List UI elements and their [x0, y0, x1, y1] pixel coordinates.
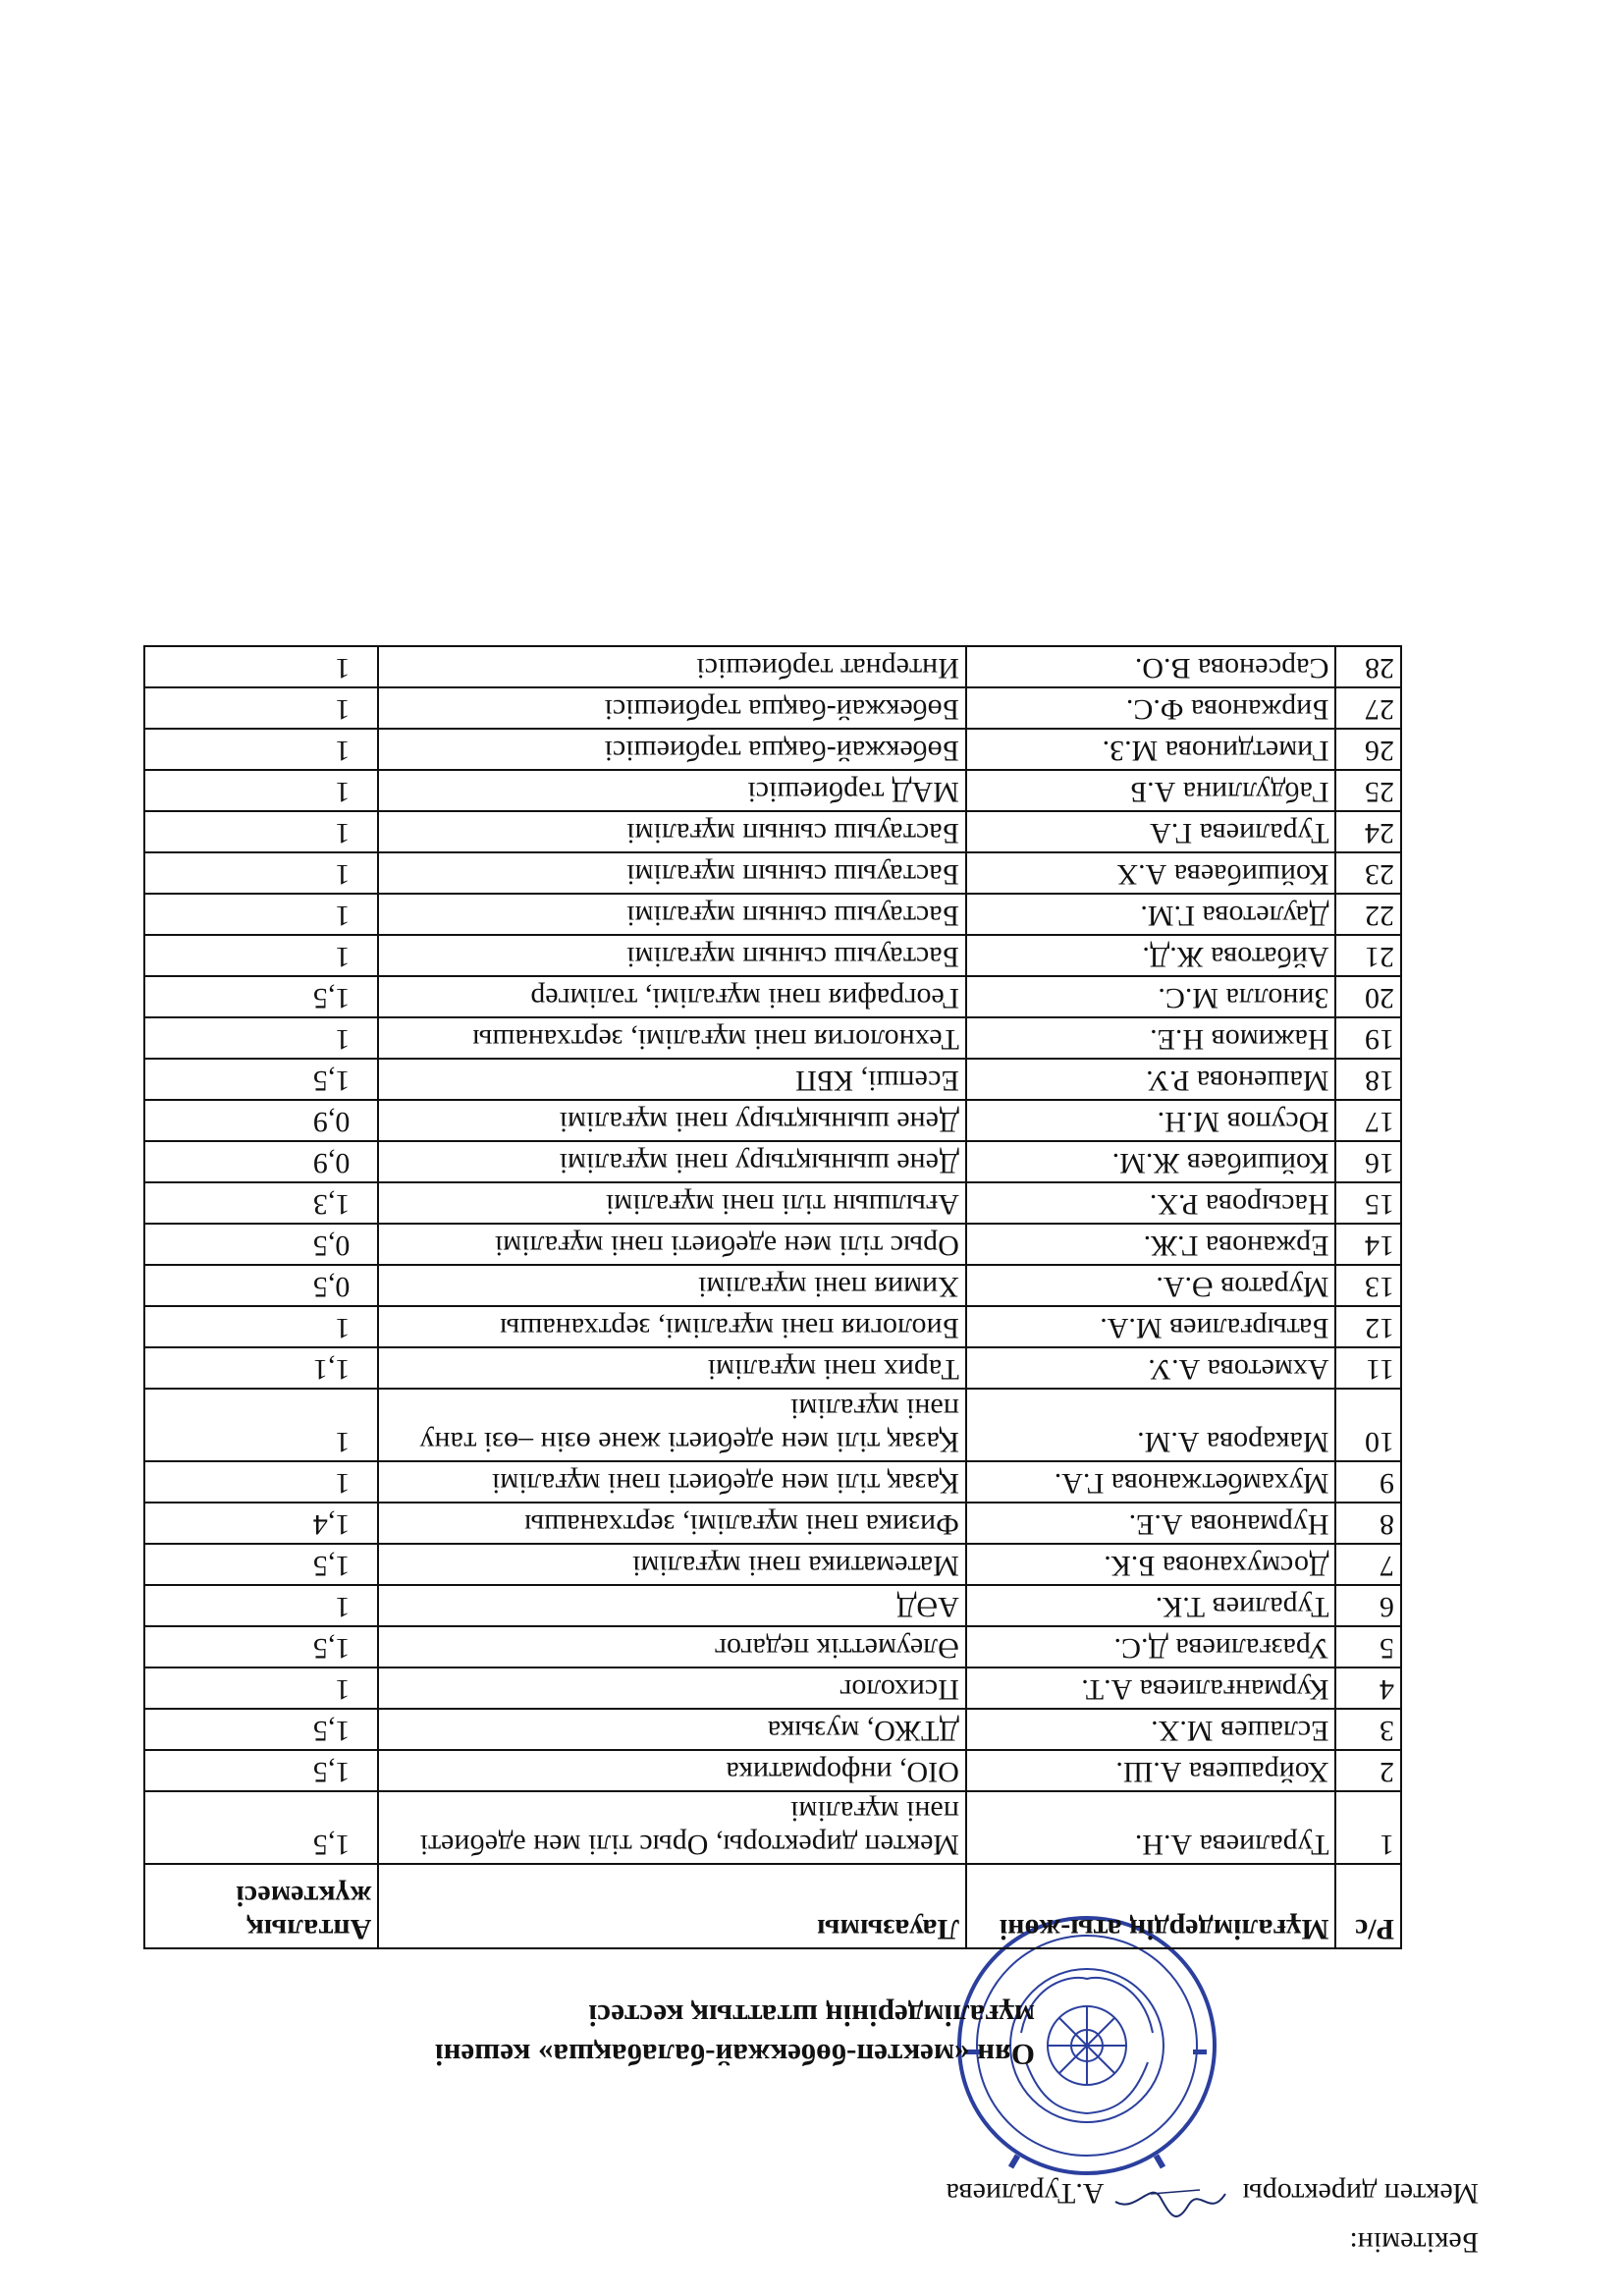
cell-position: Биология пәні мұғалімі, зертханашы	[378, 1306, 966, 1347]
cell-load: 1	[144, 935, 378, 976]
table-row	[144, 976, 1401, 1017]
cell-num: 14	[1336, 1224, 1402, 1265]
table-row	[144, 1265, 1401, 1306]
cell-num: 18	[1336, 1059, 1402, 1100]
cell-name: Туралиев Т.К.	[966, 1585, 1336, 1626]
cell-num: 23	[1336, 852, 1402, 894]
cell-position: ДТЖО, музыка	[378, 1709, 966, 1750]
cell-num: 28	[1336, 646, 1402, 687]
cell-num: 3	[1336, 1709, 1402, 1750]
cell-num: 27	[1336, 687, 1402, 729]
cell-name: Муратов Ә.А.	[966, 1265, 1336, 1306]
cell-name: Машенова Р.У.	[966, 1059, 1336, 1100]
approval-block	[947, 2174, 1479, 2261]
signature-icon	[1111, 2174, 1229, 2223]
cell-num: 12	[1336, 1306, 1402, 1347]
table-row	[144, 1059, 1401, 1100]
cell-position: Бөбекжай-бақша тәрбиешісі	[378, 687, 966, 729]
cell-load: 0,5	[144, 1265, 378, 1306]
cell-position: Математика пәні мұғалімі	[378, 1544, 966, 1585]
cell-position: Технология пәні мұғалімі, зертханашы	[378, 1017, 966, 1059]
table-row	[144, 1389, 1401, 1461]
table-row	[144, 1347, 1401, 1389]
cell-name: Габдуллина А.Б	[966, 770, 1336, 811]
cell-load: 1	[144, 1461, 378, 1503]
cell-load: 1	[144, 687, 378, 729]
cell-num: 7	[1336, 1544, 1402, 1585]
cell-position: География пәні мұғалімі, тәлімгер	[378, 976, 966, 1017]
cell-name: Туралиева Г.А	[966, 811, 1336, 852]
table-row	[144, 1461, 1401, 1503]
table-row	[144, 1306, 1401, 1347]
cell-load: 1	[144, 1017, 378, 1059]
cell-load: 1	[144, 646, 378, 687]
table-row	[144, 1503, 1401, 1544]
table-row	[144, 687, 1401, 729]
title-line-1: Оян «мектеп-бөбекжай-балабақша» кешені	[435, 2038, 1035, 2072]
approval-position: Мектеп директоры	[1242, 2177, 1479, 2210]
cell-position: Дене шынықтыру пәні мұғалімі	[378, 1141, 966, 1182]
cell-num: 9	[1336, 1461, 1402, 1503]
cell-position: Психолог	[378, 1667, 966, 1709]
cell-position: Есепші, КБП	[378, 1059, 966, 1100]
cell-name: Айбатова Ж.Д.	[966, 935, 1336, 976]
table-row	[144, 1626, 1401, 1667]
cell-position: Қазақ тілі мен әдебиеті және өзін –өзі тану пәні мұғалімі	[378, 1389, 966, 1461]
table-row	[144, 1100, 1401, 1141]
cell-load: 1,5	[144, 1544, 378, 1585]
cell-position: Әлеуметтік педагог	[378, 1626, 966, 1667]
table-body	[144, 646, 1401, 1864]
cell-load: 1	[144, 729, 378, 770]
staff-table	[143, 645, 1402, 1949]
cell-name: Койшибаева А.Х	[966, 852, 1336, 894]
cell-name: Койшибаев Ж.М.	[966, 1141, 1336, 1182]
cell-num: 15	[1336, 1182, 1402, 1224]
cell-load: 0,9	[144, 1141, 378, 1182]
cell-name: Хойрашева А.Ш.	[966, 1750, 1336, 1791]
cell-num: 11	[1336, 1347, 1402, 1389]
cell-load: 1	[144, 1389, 378, 1461]
cell-load: 0,9	[144, 1100, 378, 1141]
table-row	[144, 1585, 1401, 1626]
cell-num: 19	[1336, 1017, 1402, 1059]
cell-num: 4	[1336, 1667, 1402, 1709]
cell-num: 10	[1336, 1389, 1402, 1461]
header-num: Р/с	[1336, 1864, 1402, 1948]
header-name: Мұғалімдердің аты-жөні	[966, 1864, 1336, 1948]
cell-load: 1,5	[144, 976, 378, 1017]
cell-name: Ахметова А.У.	[966, 1347, 1336, 1389]
cell-load: 1,1	[144, 1347, 378, 1389]
cell-load: 1,4	[144, 1503, 378, 1544]
cell-position: Дене шынықтыру пәні мұғалімі	[378, 1100, 966, 1141]
cell-name: Даулетова Г.М.	[966, 894, 1336, 935]
cell-name: Биржанова Ф.С.	[966, 687, 1336, 729]
cell-name: Уразғалиева Д.С.	[966, 1626, 1336, 1667]
table-row	[144, 1017, 1401, 1059]
table-row	[144, 770, 1401, 811]
cell-load: 1,5	[144, 1059, 378, 1100]
cell-num: 20	[1336, 976, 1402, 1017]
cell-position: Бастауыш сынып мұғалімі	[378, 811, 966, 852]
approval-name: А.Туралиева	[946, 2177, 1105, 2210]
cell-name: Зинолла М.С.	[966, 976, 1336, 1017]
title-line-2: мұғалімдерінің штаттық кестесі	[588, 1998, 1035, 2033]
cell-name: Курманғалиева А.Т.	[966, 1667, 1336, 1709]
cell-num: 21	[1336, 935, 1402, 976]
cell-position: Орыс тілі мен әдебиеті пәні мұғалімі	[378, 1224, 966, 1265]
cell-position: Химия пәні мұғалімі	[378, 1265, 966, 1306]
cell-name: Ержанова Г.Ж.	[966, 1224, 1336, 1265]
cell-position: МАД тәрбиешісі	[378, 770, 966, 811]
cell-load: 1,5	[144, 1750, 378, 1791]
cell-num: 5	[1336, 1626, 1402, 1667]
header-position: Лауазымы	[378, 1864, 966, 1948]
cell-load: 1	[144, 770, 378, 811]
table-header-row	[144, 1864, 1401, 1948]
table-row	[144, 1667, 1401, 1709]
cell-num: 26	[1336, 729, 1402, 770]
cell-name: Батырғалиев М.А.	[966, 1306, 1336, 1347]
cell-load: 1,5	[144, 1709, 378, 1750]
approval-line	[947, 2174, 1479, 2223]
table-row	[144, 1224, 1401, 1265]
cell-load: 1,5	[144, 1791, 378, 1864]
cell-name: Нурманова А.Е.	[966, 1503, 1336, 1544]
cell-load: 1	[144, 1667, 378, 1709]
cell-num: 2	[1336, 1750, 1402, 1791]
cell-position: Мектеп директоры, Орыс тілі мен әдебиеті пәні мұғалімі	[378, 1791, 966, 1864]
cell-position: Ағылшын тілі пәні мұғалімі	[378, 1182, 966, 1224]
cell-position: Бөбекжай-бақша тәрбиешісі	[378, 729, 966, 770]
table-row	[144, 935, 1401, 976]
cell-name: Нажимов Н.Е.	[966, 1017, 1336, 1059]
cell-position: Бастауыш сынып мұғалімі	[378, 894, 966, 935]
cell-position: Интернат тәрбиешісі	[378, 646, 966, 687]
document-title	[151, 1995, 1035, 2074]
table-row	[144, 729, 1401, 770]
cell-name: Гиметдинова М.З.	[966, 729, 1336, 770]
table-row	[144, 1791, 1401, 1864]
cell-num: 8	[1336, 1503, 1402, 1544]
cell-load: 1	[144, 894, 378, 935]
cell-name: Туралиева А.Н.	[966, 1791, 1336, 1864]
table-row	[144, 1141, 1401, 1182]
cell-name: Юсупов М.Н.	[966, 1100, 1336, 1141]
table-row	[144, 1182, 1401, 1224]
cell-load: 1	[144, 852, 378, 894]
cell-num: 25	[1336, 770, 1402, 811]
cell-load: 1,5	[144, 1626, 378, 1667]
table-row	[144, 1544, 1401, 1585]
cell-name: Еслашев М.Х.	[966, 1709, 1336, 1750]
cell-position: ОІО, информатика	[378, 1750, 966, 1791]
table-row	[144, 646, 1401, 687]
cell-position: АӘД	[378, 1585, 966, 1626]
table-row	[144, 1709, 1401, 1750]
cell-num: 1	[1336, 1791, 1402, 1864]
cell-load: 0,5	[144, 1224, 378, 1265]
cell-position: Бастауыш сынып мұғалімі	[378, 935, 966, 976]
approval-label: Бекітемін:	[1349, 2226, 1479, 2259]
cell-num: 24	[1336, 811, 1402, 852]
cell-load: 1	[144, 811, 378, 852]
cell-load: 1	[144, 1306, 378, 1347]
cell-position: Физика пәні мұғалімі, зертханашы	[378, 1503, 966, 1544]
cell-position: Бастауыш сынып мұғалімі	[378, 852, 966, 894]
cell-name: Мухамбетжанова Г.А.	[966, 1461, 1336, 1503]
cell-load: 1,3	[144, 1182, 378, 1224]
header-load: Апталық жүктемесі	[144, 1864, 378, 1948]
cell-num: 17	[1336, 1100, 1402, 1141]
cell-num: 6	[1336, 1585, 1402, 1626]
table-row	[144, 1750, 1401, 1791]
cell-name: Досмуханова Б.К.	[966, 1544, 1336, 1585]
cell-name: Насырова Р.Х.	[966, 1182, 1336, 1224]
cell-num: 13	[1336, 1265, 1402, 1306]
cell-num: 16	[1336, 1141, 1402, 1182]
cell-load: 1	[144, 1585, 378, 1626]
table-row	[144, 894, 1401, 935]
cell-name: Сарсенова В.О.	[966, 646, 1336, 687]
table-row	[144, 852, 1401, 894]
table-row	[144, 811, 1401, 852]
cell-name: Макарова А.М.	[966, 1389, 1336, 1461]
cell-position: Тарих пәні мұғалімі	[378, 1347, 966, 1389]
cell-num: 22	[1336, 894, 1402, 935]
cell-position: Қазақ тілі мен әдебиеті пәні мұғалімі	[378, 1461, 966, 1503]
